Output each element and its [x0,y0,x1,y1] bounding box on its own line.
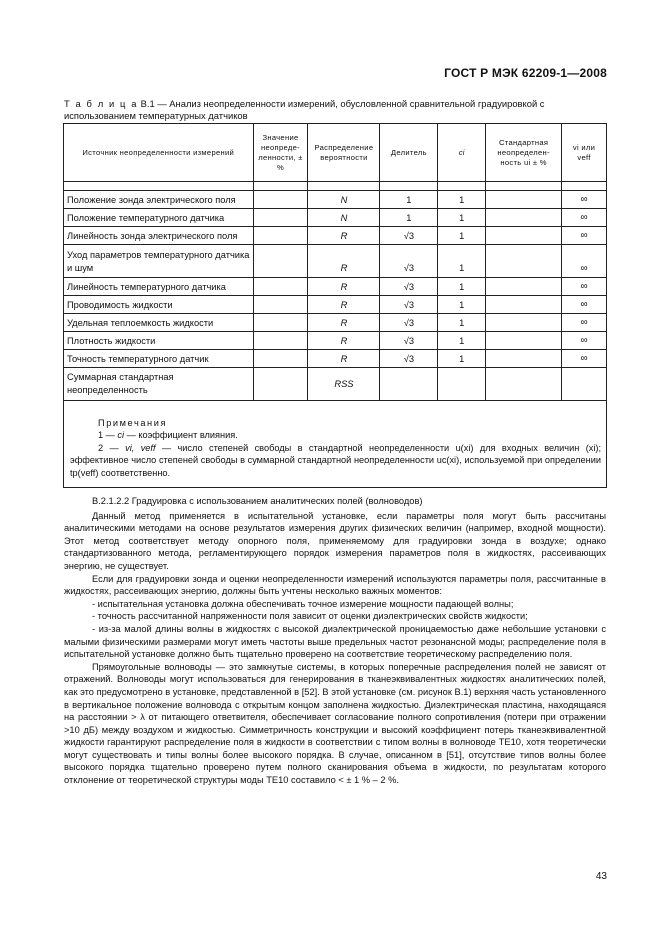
header-distribution: Распределение вероятности [308,124,380,182]
row-std-uncertainty [486,350,562,368]
body-text [64,495,606,787]
row-divisor: √3 [380,296,438,314]
row-ci: 1 [438,278,486,296]
row-divisor: √3 [380,278,438,296]
notes-row [64,401,607,488]
note-2 [70,442,601,479]
row-dof: ∞ [562,209,607,227]
table-caption-label: Т а б л и ц а [64,98,139,109]
row-ci: 1 [438,350,486,368]
table-row [64,191,607,209]
row-ci: 1 [438,314,486,332]
header-dof: vi или veff [562,124,607,182]
row-value [253,350,308,368]
row-value [253,191,308,209]
row-divisor: √3 [380,314,438,332]
table-row [64,209,607,227]
row-dof: ∞ [562,227,607,245]
uncertainty-table [63,123,607,488]
table-row [64,314,607,332]
row-source: Проводимость жидкости [64,296,254,314]
row-distribution: R [308,314,380,332]
row-source: Уход параметров температурного датчика и шум [64,245,254,278]
table-caption-text: — Анализ неопределенности измерений, обусловленной сравнительной градуировкой с использованием температурных датчиков [64,98,545,121]
header-value: Значение неопреде-ленности, ± % [253,124,308,182]
row-value [253,314,308,332]
row-dof: ∞ [562,278,607,296]
row-distribution: R [308,332,380,350]
row-source: Положение температурного датчика [64,209,254,227]
table-row [64,350,607,368]
note-1-symbol: ci [117,430,125,441]
row-distribution: R [308,350,380,368]
row-ci: 1 [438,245,486,278]
summary-row [64,368,607,401]
row-value [253,332,308,350]
note-1 [70,429,601,441]
row-std-uncertainty [486,191,562,209]
row-ci: 1 [438,209,486,227]
row-dof: ∞ [562,296,607,314]
row-std-uncertainty [486,314,562,332]
table-header-row [64,124,607,182]
row-std-uncertainty [486,332,562,350]
body-paragraph: - испытательная установка должна обеспечивать точное измерение мощности падающей волны; [92,598,514,609]
row-ci: 1 [438,191,486,209]
row-distribution: N [308,209,380,227]
row-divisor: 1 [380,209,438,227]
row-source: Линейность температурного датчика [64,278,254,296]
page-number: 43 [595,871,607,882]
note-2-symbol: vi, veff [125,442,156,453]
table-row [64,227,607,245]
row-dof: ∞ [562,332,607,350]
row-std-uncertainty [486,245,562,278]
body-paragraph: Прямоугольные волноводы — это замкнутые системы, в которых поперечные распределения полей не зависят от отражений. Волноводы могут использоваться для генерирования в тканеэквивалентных жидкостях аналитических полей, как это предусмотрено в установке, представленной в [52]. В этой установке (см. рисунок В.1) верхняя часть установленного в вертикальное положение волновода с открытым концом заполнена жидкостью. Диэлектрическая пластина, находящаяся на расстоянии > λ от питающего ответвителя, обеспечивает согласование полного сопротивления (потери при отражении >10 дБ) между воздухом и жидкостью. Симметричность конструкции и высокий коэффициент потерь тканеэквивалентной жидкости гарантируют распределение поля в жидкости в соответствии с типом волны в волноводе TE10, хотя теоретически могут существовать и типы волны более высокого порядка. В случае, описанном в [51], отсутствие типов волны более высокого порядка тщательно проверено путем полного сканирования объема в жидкости, по результатам которого отклонение от теоретической структуры моды TE10 составило < ± 1 % – 2 %. [64,661,606,786]
row-value [253,296,308,314]
row-ci: 1 [438,227,486,245]
row-source: Линейность зонда электрического поля [64,227,254,245]
table-row [64,245,607,278]
row-ci: 1 [438,332,486,350]
row-dof: ∞ [562,314,607,332]
header-std-uncertainty: Стандартная неопределен-ность ui ± % [486,124,562,182]
table-caption [64,98,604,122]
row-distribution: R [308,278,380,296]
row-divisor: √3 [380,227,438,245]
document-header: ГОСТ Р МЭК 62209-1—2008 [444,66,607,80]
row-source: Удельная теплоемкость жидкости [64,314,254,332]
table-row [64,296,607,314]
row-source: Плотность жидкости [64,332,254,350]
note-1-text: — коэффициент влияния. [126,430,238,441]
row-std-uncertainty [486,296,562,314]
header-divisor: Делитель [380,124,438,182]
row-distribution: N [308,191,380,209]
row-distribution: R [308,296,380,314]
summary-source: Суммарная стандартная неопределенность [64,368,254,401]
row-divisor: √3 [380,332,438,350]
note-2-text: — число степеней свободы в стандартной неопределенности u(xi) для входных величин (xi); эффективное число степеней свободы в суммарной стандартной неопределенности uc(xi), используемой при определении tp(veff) соответственно. [70,442,601,478]
row-divisor: √3 [380,245,438,278]
note-1-prefix: 1 — [98,430,115,441]
body-paragraph: Данный метод применяется в испытательной установке, если параметры поля могут быть рассчитаны аналитическими методами на основе результатов измерения других физических величин (например, входной мощности). Этот метод соответствует методу опорного поля, применяемому для градуировки зонда в воздухе; однако стандартизованного метода, регламентирующего порядок измерения параметров поля в жидкостях, рассеивающих энергию, не существует. [64,510,606,571]
row-ci: 1 [438,296,486,314]
summary-distribution: RSS [308,368,380,401]
row-std-uncertainty [486,278,562,296]
row-distribution: R [308,245,380,278]
row-source: Точность температурного датчик [64,350,254,368]
row-distribution: R [308,227,380,245]
body-paragraph: Если для градуировки зонда и оценки неопределенности измерений используются параметры поля, рассчитанные в жидкостях, рассеивающих энергию, должны быть учтены несколько важных моментов: [64,573,606,597]
row-divisor: 1 [380,191,438,209]
row-value [253,278,308,296]
table-caption-number: В.1 [140,98,155,109]
spacer-row [64,182,607,191]
row-dof: ∞ [562,245,607,278]
row-value [253,227,308,245]
header-ci: ci [438,124,486,182]
note-2-prefix: 2 — [98,442,119,453]
table-notes [64,401,607,488]
paragraphs [64,510,606,787]
notes-title: Примечания [98,418,168,428]
body-paragraph: - точность рассчитанной напряженности поля зависит от оценки диэлектрических свойств жидкости; [92,611,528,622]
row-std-uncertainty [486,209,562,227]
row-dof: ∞ [562,191,607,209]
table-row [64,278,607,296]
row-value [253,245,308,278]
row-std-uncertainty [486,227,562,245]
body-paragraph: - из-за малой длины волны в жидкостях с высокой диэлектрической проницаемостью даже небольшие установки с малыми физическими размерами могут иметь частоты выше предельных частот резонансной моды; распределение поля в испытательной установке должно быть тщательно проверено на соответствие теоретическому распределению поля. [64,623,606,660]
table-row [64,332,607,350]
row-source: Положение зонда электрического поля [64,191,254,209]
row-value [253,209,308,227]
header-source: Источник неопределенности измерений [64,124,254,182]
row-divisor: √3 [380,350,438,368]
row-dof: ∞ [562,350,607,368]
section-heading: В.2.1.2.2 Градуировка с использованием аналитических полей (волноводов) [92,496,423,506]
